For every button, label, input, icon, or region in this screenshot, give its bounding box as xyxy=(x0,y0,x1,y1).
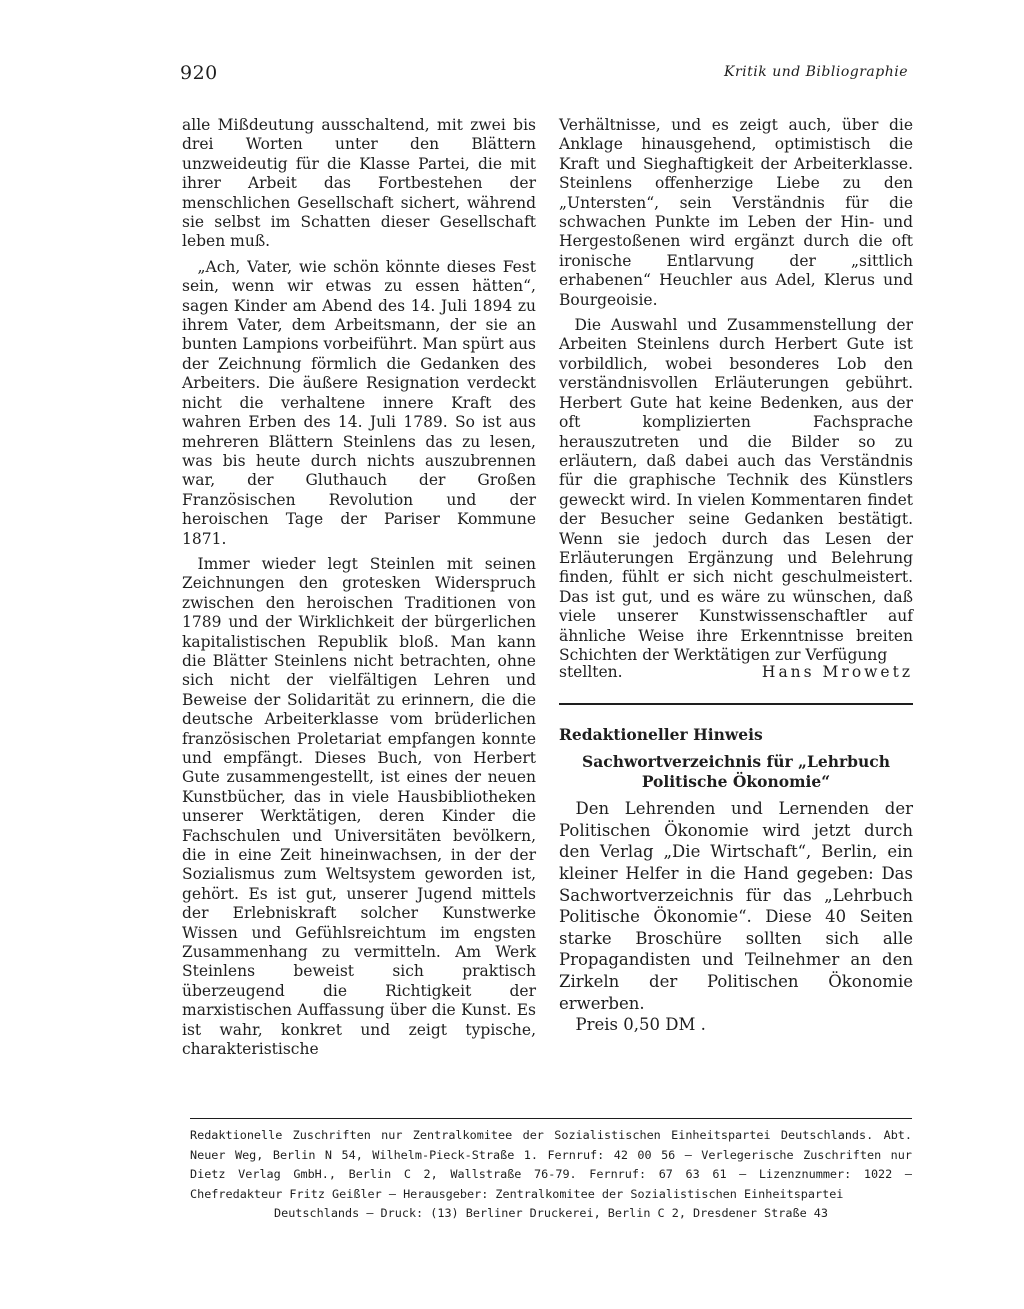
running-head: Kritik und Bibliographie xyxy=(724,64,908,80)
paragraph: Die Auswahl und Zusammenstellung der Arbeiten Steinlens durch Herbert Gute ist vorbildlich, wobei besonderes Lob den verständnisvollen Erläuterungen gebührt. Herbert Gute hat keine Bedenken, aus der oft komplizierten Fachsprache herauszutreten und die Bilder so zu erläutern, daß dabei auch das Verständnis für die graphische Technik des Künstlers geweckt wird. In vielen Kommentaren findet der Besucher seine Gedanken bestätigt. Wenn sie jedoch durch das Lesen der Erläuterungen Ergänzung und Belehrung finden, fühlt er sich nicht geschulmeistert. Das ist gut, und es wäre zu wünschen, daß viele unserer Kunstwissenschaftler auf ähnliche Weise ihre Erkenntnisse breiten Schichten der Werktätigen zur Verfügung xyxy=(559,316,913,664)
page-number: 920 xyxy=(180,62,218,84)
imprint xyxy=(190,1126,912,1224)
right-column xyxy=(559,116,913,1042)
signature-line xyxy=(559,663,913,682)
paragraph: Verhältnisse, und es zeigt auch, über die Anklage hinausgehend, optimistisch die Kraft und Sieghaftigkeit der Arbeiterklasse. Steinlens offenherzige Liebe zu den „Untersten“, sein Verständnis für die schwachen Punkte im Leben der Hin- und Hergestoßenen wird ergänzt durch die oft ironische Entlarvung der „sittlich erhabenen“ Heuchler aus Adel, Klerus und Bourgeoisie. xyxy=(559,116,913,309)
paragraph: Immer wieder legt Steinlen mit seinen Zeichnungen den grotesken Widerspruch zwischen den heroischen Traditionen von 1789 und der Wirklichkeit der bürgerlichen kapitalistischen Republik bloß. Man kann die Blätter Steinlens nicht betrachten, ohne sich nicht der vielfältigen Lehren und Beweise der Solidarität zu erinnern, die die deutsche Arbeiterklasse vom brüderlichen französischen Proletariat empfangen konnte und empfängt. Dieses Buch, von Herbert Gute zusammengestellt, ist eines der neuen Kunstbücher, das in viele Hausbibliotheken unserer Werktätigen, deren Kinder die Fachschulen und Universitäten bevölkern, die in eine Zeit hineinwachsen, in der der Sozialismus zum Weltsystem geworden ist, gehört. Es ist gut, unserer Jugend mittels der Erlebniskraft solcher Kunstwerke Wissen und Gefühlsreichtum im engsten Zusammenhang zu vermitteln. Am Werk Steinlens beweist sich praktisch überzeugend die Richtigkeit der marxistischen Auffassung über die Kunst. Es ist wahr, konkret und zeigt typische, charakteristische xyxy=(182,554,536,1059)
notice-subheading: Sachwortverzeichnis für „Lehrbuch Politische Ökonomie“ xyxy=(582,752,890,792)
notice-text: Den Lehrenden und Lernenden der Politischen Ökonomie wird jetzt durch den Verlag „Die Wirtschaft“, Berlin, ein kleiner Helfer in die Hand gegeben: Das Sachwortverzeichnis für das „Lehrbuch Politische Ökonomie“. Diese 40 Seiten starke Broschüre sollten sich alle Propagandisten und Teilnehmer an den Zirkeln der Politischen Ökonomie erwerben. xyxy=(559,799,913,1013)
paragraph: alle Mißdeutung ausschaltend, mit zwei bis drei Worten unter den Blättern unzweideutig für die Klasse Partei, die mit ihrer Arbeit das Fortbestehen der menschlichen Gesellschaft sichert, während sie selbst im Schatten dieser Gesellschaft leben muß. xyxy=(182,116,536,251)
section-divider xyxy=(559,703,913,705)
paragraph: „Ach, Vater, wie schön könnte dieses Fest sein, wenn wir etwas zu essen hätten“, sagen Kinder am Abend des 14. Juli 1894 zu ihrem Vater, dem Arbeitsmann, der sie an bunten Lampions vorbeiführt. Man spürt aus der Zeichnung förmlich die Gedanken des Arbeiters. Die äußere Resignation verdeckt nicht die verhaltene innere Kraft des wahren Erben des 14. Juli 1789. So ist aus mehreren Blättern Steinlens das zu lesen, was bis heute durch nichts auszubrennen war, der Gluthauch der Großen Französischen Revolution und der heroischen Tage der Pariser Kommune 1871. xyxy=(182,257,536,548)
closing-word: stellten. xyxy=(559,663,623,682)
notice-price: Preis 0,50 DM . xyxy=(575,1015,706,1035)
left-column xyxy=(182,116,536,1066)
imprint-text: Redaktionelle Zuschriften nur Zentralkomitee der Sozialistischen Einheitspartei Deutschlands. Abt. Neuer Weg, Berlin N 54, Wilhelm-Pieck-Straße 1. Fernruf: 42 00 56 — Verlegerische Zuschriften nur Dietz Verlag GmbH., Berlin C 2, Wallstraße 76-79. Fernruf: 67 63 61 — Lizenznummer: 1022 — Chefredakteur Fritz Geißler — Herausgeber: Zentralkomitee der Sozialistischen Einheitspartei xyxy=(190,1128,912,1201)
author-signature: Hans Mrowetz xyxy=(761,663,913,682)
page-header xyxy=(180,62,908,90)
notice-heading: Redaktioneller Hinweis xyxy=(559,724,763,744)
footer-divider xyxy=(190,1118,912,1119)
imprint-last-line: Deutschlands — Druck: (13) Berliner Druckerei, Berlin C 2, Dresdener Straße 43 xyxy=(274,1206,828,1221)
